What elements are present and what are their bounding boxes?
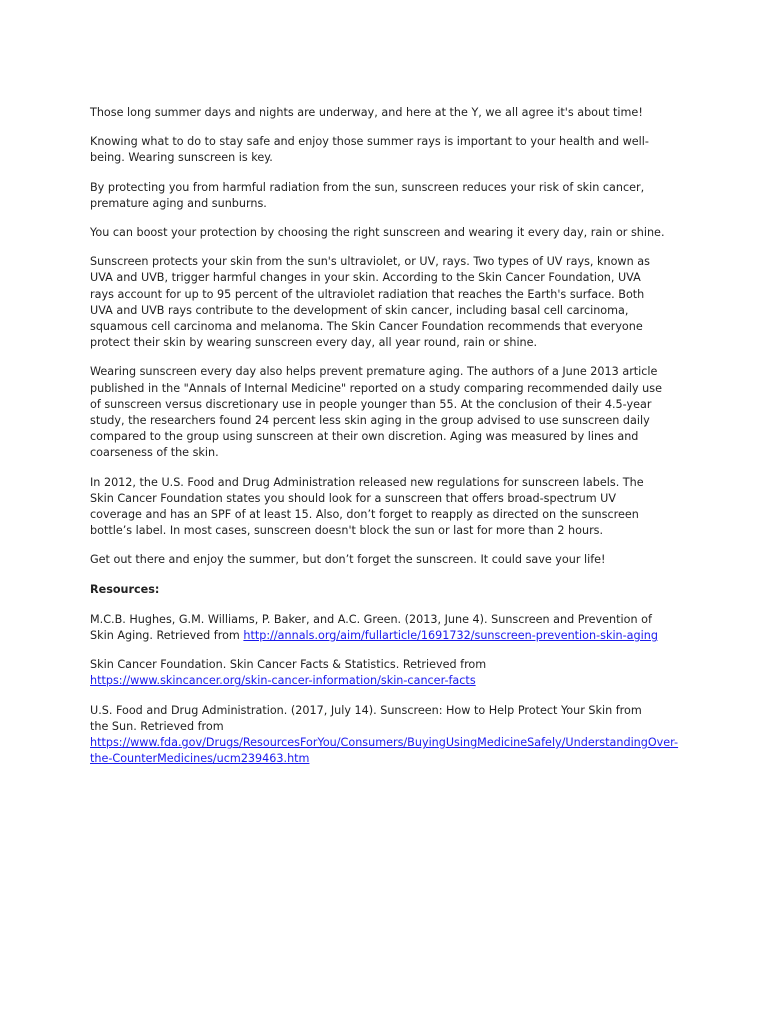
closing-paragraph: Get out there and enjoy the summer, but don’t forget the sunscreen. It could save your life! <box>90 553 606 567</box>
aging-paragraph: Wearing sunscreen every day also helps prevent premature aging. The authors of a June 2013 article published in the "Annals of Internal Medicine" reported on a study comparing recommended daily use of sunscreen versus discretionary use in people younger than 55. At the conclusion of their 4.5-year study, the researchers found 24 percent less skin aging in the group advised to use sunscreen daily compared to the group using sunscreen at their own discretion. Aging was measured by lines and coarseness of the skin. <box>90 365 662 460</box>
protection-paragraph: By protecting you from harmful radiation from the sun, sunscreen reduces your risk of skin cancer, premature aging and sunburns. <box>90 180 645 210</box>
safety-paragraph: Knowing what to do to stay safe and enjoy those summer rays is important to your health and well- being. Wearing sunscreen is key. <box>90 135 649 165</box>
resource-item <box>90 703 682 768</box>
boost-paragraph: You can boost your protection by choosing the right sunscreen and wearing it every day, rain or shine. <box>90 226 665 240</box>
intro-paragraph: Those long summer days and nights are underway, and here at the Y, we all agree it's about time! <box>90 106 643 119</box>
resource-item <box>90 657 682 689</box>
resources-heading: Resources: <box>90 582 160 596</box>
document-body <box>90 105 682 781</box>
resource-item <box>90 612 682 644</box>
uv-rays-paragraph: Sunscreen protects your skin from the sun's ultraviolet, or UV, rays. Two types of UV rays, known as UVA and UVB, trigger harmful changes in your skin. According to the Skin Cancer Foundation, UVA rays account for up to 95 percent of the ultraviolet radiation that reaches the Earth's surface. Both UVA and UVB rays contribute to the development of skin cancer, including basal cell carcinoma, squamous cell carcinoma and melanoma. The Skin Cancer Foundation recommends that everyone protect their skin by wearing sunscreen every day, all year round, rain or shine. <box>90 255 650 350</box>
resource-link[interactable]: https://www.skincancer.org/skin-cancer-information/skin-cancer-facts <box>90 674 476 688</box>
resource-text: Skin Cancer Foundation. Skin Cancer Facts & Statistics. Retrieved from <box>90 658 487 672</box>
resource-text: U.S. Food and Drug Administration. (2017, July 14). Sunscreen: How to Help Protect Your Skin from the Sun. Retrieved from <box>90 703 642 733</box>
resource-text: M.C.B. Hughes, G.M. Williams, P. Baker, and A.C. Green. (2013, June 4). Sunscreen and Prevention of Skin Aging. Retrieved from <box>90 612 652 643</box>
regulations-paragraph: In 2012, the U.S. Food and Drug Administration released new regulations for sunscreen labels. The Skin Cancer Foundation states you should look for a sunscreen that offers broad-spectrum UV coverage and has an SPF of at least 15. Also, don’t forget to reapply as directed on the sunscreen bottle’s label. In most cases, sunscreen doesn't block the sun or last for more than 2 hours. <box>90 475 644 538</box>
resource-link[interactable]: http://annals.org/aim/fullarticle/1691732/sunscreen-prevention-skin-aging <box>243 629 658 643</box>
resource-link[interactable]: https://www.fda.gov/Drugs/ResourcesForYou/Consumers/BuyingUsingMedicineSafely/UnderstandingOver-the-CounterMedicines/ucm239463.htm <box>90 736 679 766</box>
